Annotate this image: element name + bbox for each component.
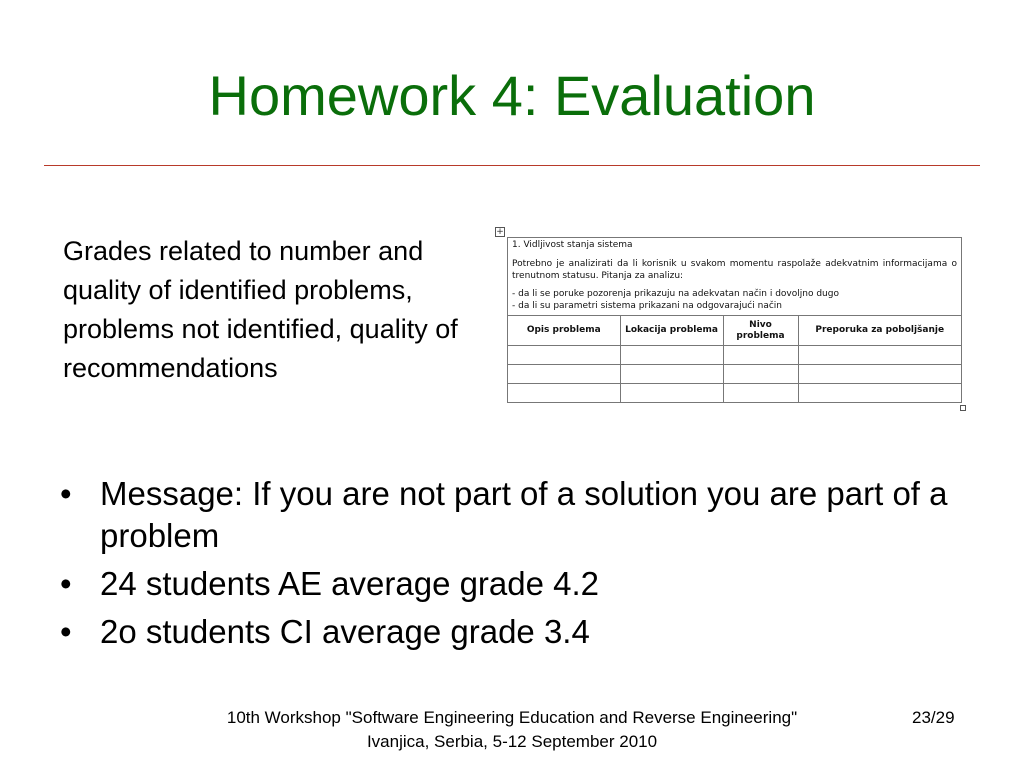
table-header-row: [508, 316, 961, 346]
table-cell: [798, 365, 961, 384]
form-question: - da li su parametri sistema prikazani na odgovarajući način: [512, 301, 782, 311]
form-heading: 1. Vidljivost stanja sistema: [512, 240, 633, 250]
intro-text: Grades related to number and quality of identified problems, problems not identified, quality of recommendations: [63, 236, 458, 383]
bullet-text: 2o students CI average grade 3.4: [100, 613, 590, 650]
table-cell: [798, 384, 961, 403]
footer: [0, 706, 1024, 754]
footer-line: Ivanjica, Serbia, 5-12 September 2010: [366, 732, 658, 751]
bullet-item: [60, 563, 960, 605]
footer-line: 10th Workshop "Software Engineering Education and Reverse Engineering": [226, 708, 798, 727]
form-header: [508, 238, 961, 316]
evaluation-form-image: [507, 237, 962, 403]
page-number: 23/29: [912, 708, 955, 727]
table-move-anchor-icon[interactable]: +: [496, 227, 504, 237]
table-cell: [723, 365, 798, 384]
table-cell: [508, 346, 620, 365]
table-row: [508, 365, 961, 384]
form-description: Potrebno je analizirati da li korisnik u svakom momentu raspolaže adekvatnim informacijama o trenutnom statusu. Pitanja za analizu:: [512, 259, 957, 281]
table-cell: [620, 346, 723, 365]
column-header: Preporuka za poboljšanje: [798, 316, 961, 346]
form-question: - da li se poruke pozorenja prikazuju na adekvatan način i dovoljno dugo: [512, 289, 839, 299]
table-cell: [798, 346, 961, 365]
bullet-dot: •: [60, 475, 72, 512]
table-cell: [620, 365, 723, 384]
table-cell: [508, 365, 620, 384]
table-cell: [723, 384, 798, 403]
column-header: Nivo problema: [723, 316, 798, 346]
bullet-dot: •: [60, 565, 72, 602]
table-cell: [620, 384, 723, 403]
title-divider: [44, 165, 980, 166]
table-cell: [723, 346, 798, 365]
bullet-text: 24 students AE average grade 4.2: [100, 565, 600, 602]
bullet-item: [60, 611, 960, 653]
table-cell: [508, 384, 620, 403]
table-resize-handle[interactable]: [960, 405, 966, 411]
column-header: Opis problema: [508, 316, 620, 346]
bullet-dot: •: [60, 613, 72, 650]
bullet-text: Message: If you are not part of a solution you are part of a problem: [100, 475, 948, 554]
bullet-item: [60, 473, 960, 557]
table-row: [508, 346, 961, 365]
problems-table: [508, 316, 961, 402]
column-header: Lokacija problema: [620, 316, 723, 346]
table-row: [508, 384, 961, 403]
slide-title: Homework 4: Evaluation: [208, 64, 816, 127]
bullet-list: [60, 473, 960, 659]
